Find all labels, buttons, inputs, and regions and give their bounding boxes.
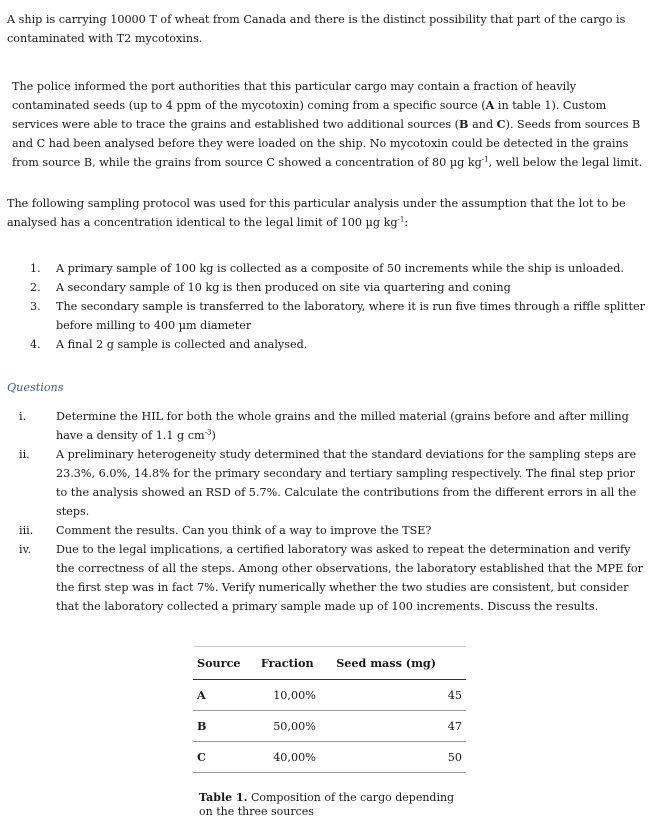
list-item: 3. The secondary sample is transferred to the laboratory, where it is run five times through a riffle splitter before milling to 400 µm diameter [30, 300, 645, 332]
protocol-list [0, 259, 659, 354]
table-header-row [193, 647, 466, 680]
table-row [193, 680, 466, 711]
cell-source: A [193, 680, 257, 711]
list-item: i. Determine the HIL for both the whole grains and the milled material (grains before and after milling have a density of 1.1 g $cm^{-3}$) [19, 410, 629, 442]
list-item: iv. Due to the legal implications, a certified laboratory was asked to repeat the determination and verify the correctness of all the steps. Among other observations, the laboratory established that the MPE for the first step was in fact 7%. Verify numerically whether the two studies are consistent, but consider that the laboratory collected a primary sample made up of 100 increments. Discuss the results. [19, 543, 644, 613]
cell-source: B [193, 711, 257, 742]
intro-paragraph-1: A ship is carrying 10000 T of wheat from Canada and there is the distinct possibility that part of the cargo is contaminated with T2 mycotoxins. [7, 13, 626, 45]
column-header-seed-mass: Seed mass (mg) [332, 647, 466, 680]
cell-fraction: 10,00% [257, 680, 332, 711]
list-item: 4. A final 2 g sample is collected and analysed. [30, 338, 308, 351]
list-item: 2. A secondary sample of 10 kg is then produced on site via quartering and coning [30, 281, 511, 294]
cell-fraction: 50,00% [257, 711, 332, 742]
list-item: ii. A preliminary heterogeneity study determined that the standard deviations for the sampling steps are 23.3%, 6.0%, 14.8% for the primary secondary and tertiary sampling respectively. The final step prior to the analysis showed an RSD of 5.7%. Calculate the contributions from the different errors in all the steps. [19, 448, 637, 518]
cell-seed-mass: 50 [332, 742, 466, 773]
questions-list [0, 407, 659, 616]
intro-paragraph-3: The following sampling protocol was used for this particular analysis under the assumption that the lot to be analysed has a concentration identical to the legal limit of 100 µg $kg^{-1}$: [7, 197, 626, 229]
questions-heading: Questions [7, 381, 64, 394]
cell-fraction: 40,00% [257, 742, 332, 773]
list-item: 1. A primary sample of 100 kg is collected as a composite of 50 increments while the ship is unloaded. [30, 262, 624, 275]
cell-source: C [193, 742, 257, 773]
intro-paragraph-2: The police informed the port authorities that this particular cargo may contain a fraction of heavily contaminated seeds (up to 4 ppm of the mycotoxin) coming from a specific source (A in table 1). Custom services were able to trace the grains and established two additional sources (B and C). Seeds from sources B and C had been analysed before they were loaded on the ship. No mycotoxin could be detected in the grains from source B, while the grains from source C showed a concentration of 80 µg $kg^{-1}$, well below the legal limit. [12, 80, 643, 169]
cell-seed-mass: 47 [332, 711, 466, 742]
table-caption: Table 1. Composition of the cargo depending on the three sources [199, 791, 455, 818]
table-row [193, 742, 466, 773]
column-header-fraction: Fraction [257, 647, 332, 680]
column-header-source: Source [193, 647, 257, 680]
list-item: iii. Comment the results. Can you think of a way to improve the TSE? [19, 524, 432, 537]
table-row [193, 711, 466, 742]
source-table [193, 647, 466, 773]
cell-seed-mass: 45 [332, 680, 466, 711]
